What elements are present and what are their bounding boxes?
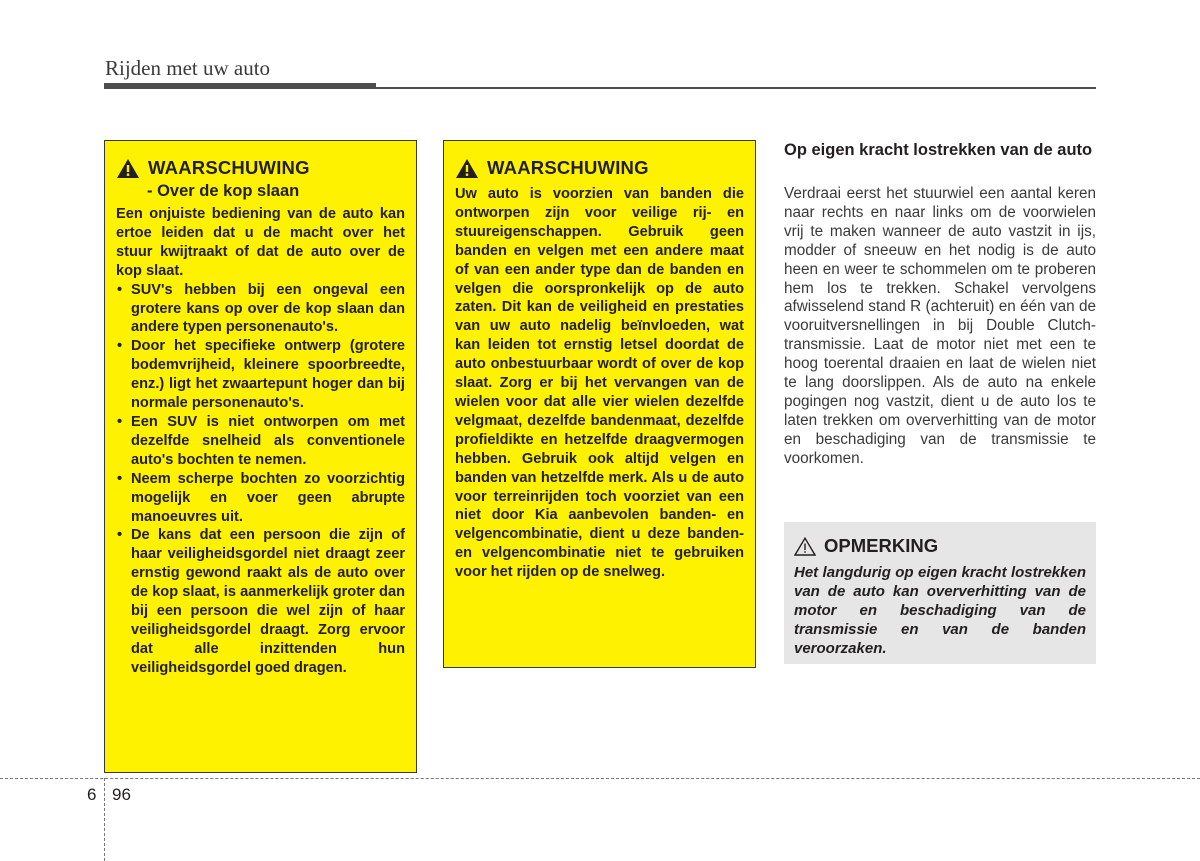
- chapter-number: 6: [87, 785, 97, 804]
- warning-intro: Een onjuiste bediening van de auto kan ertoe leiden dat u de macht over het stuur kwijtraakt of dat de auto over de kop slaat.: [116, 206, 405, 279]
- footer-dashed-rule: [0, 778, 1200, 779]
- note-body: Het langdurig op eigen kracht lostrekken van de auto kan oververhitting van de motor en beschadiging van de transmissie en van de banden veroorzaken.: [794, 564, 1086, 657]
- warning-title: WAARSCHUWING: [487, 157, 649, 178]
- page-number: 96: [112, 785, 131, 804]
- warning-subtitle: - Over de kop slaan: [147, 182, 300, 200]
- warning-box-tires: [443, 140, 756, 668]
- header-rule-thick: [104, 83, 376, 89]
- warning-bullet: • De kans dat een persoon die zijn of haar veiligheidsgordel niet draagt zeer ernstig gewond raakt als de auto over de kop slaat, is aanmerkelijk groter dan bij een persoon die wel zijn of haar veiligheidsgordel draagt. Zorg ervoor dat alle inzittenden hun veiligheidsgordel goed dragen.: [116, 526, 405, 677]
- section-heading: Op eigen kracht lostrekken van de auto: [784, 141, 1093, 159]
- note-title: OPMERKING: [824, 535, 939, 556]
- header-rule-thin: [376, 87, 1096, 89]
- caution-triangle-icon: [794, 537, 816, 556]
- warning-triangle-icon: [455, 158, 479, 179]
- warning-body: [455, 185, 744, 582]
- footer-dashed-divider: [104, 778, 105, 861]
- warning-bullet: • Neem scherpe bochten zo voorzichtig mogelijk en voer geen abrupte manoeuvres uit.: [116, 470, 405, 527]
- warning-title: WAARSCHUWING: [148, 157, 310, 178]
- warning-bullet: • SUV's hebben bij een ongeval een grotere kans op over de kop slaan dan andere typen personenauto's.: [116, 281, 405, 338]
- page-header-title: Rijden met uw auto: [105, 56, 271, 80]
- warning-bullet: • Een SUV is niet ontworpen om met dezelfde snelheid als conventionele auto's bochten te nemen.: [116, 413, 405, 470]
- warning-text: Uw auto is voorzien van banden die ontworpen zijn voor veilige rij- en stuureigenschappen. Gebruik geen banden en velgen met een andere maat of van een ander type dan de banden en velgen die oorspronkelijk op de auto zaten. Dit kan de veiligheid en prestaties van uw auto nadelig beïnvloeden, wat kan leiden tot ernstig letsel doordat de auto onbestuurbaar wordt of over de kop slaat. Zorg er bij het vervangen van de wielen voor dat alle vier wielen dezelfde velgmaat, dezelfde bandenmaat, dezelfde profieldikte en hetzelfde draagvermogen hebben. Gebruik ook altijd velgen en banden van hetzelfde merk. Als u de auto voor terreinrijden toch voorziet van een niet door Kia aanbevolen banden- en velgencombinatie, dient u deze banden- en velgencombinatie niet te gebruiken voor het rijden op de snelweg.: [455, 186, 744, 581]
- warning-bullet: • Door het specifieke ontwerp (grotere bodemvrijheid, kleinere spoorbreedte, enz.) ligt het zwaartepunt hoger dan bij normale personenauto's.: [116, 337, 405, 413]
- warning-body: [116, 205, 405, 678]
- note-header: [794, 534, 1086, 558]
- warning-triangle-icon: [116, 158, 140, 179]
- warning-header: [116, 155, 405, 181]
- warning-header: [455, 155, 744, 181]
- section-body: Verdraai eerst het stuurwiel een aantal keren naar rechts en naar links om de voorwielen vrij te maken wanneer de auto vastzit in ijs, modder of sneeuw en het nodig is de auto heen en weer te schommelen om te proberen hem los te trekken. Schakel vervolgens afwisselend stand R (achteruit) en één van de vooruitversnellingen in bij Double Clutch-transmissie. Laat de motor niet met een te hoog toerental draaien en laat de wielen niet te lang doorslippen. Als de auto na enkele pogingen nog vastzit, dient u de auto los te laten trekken om oververhitting van de motor en beschadiging van de transmissie te voorkomen.: [784, 185, 1096, 467]
- warning-bullet-list: [116, 281, 405, 678]
- warning-box-rollover: [104, 140, 417, 773]
- note-box: [784, 522, 1096, 664]
